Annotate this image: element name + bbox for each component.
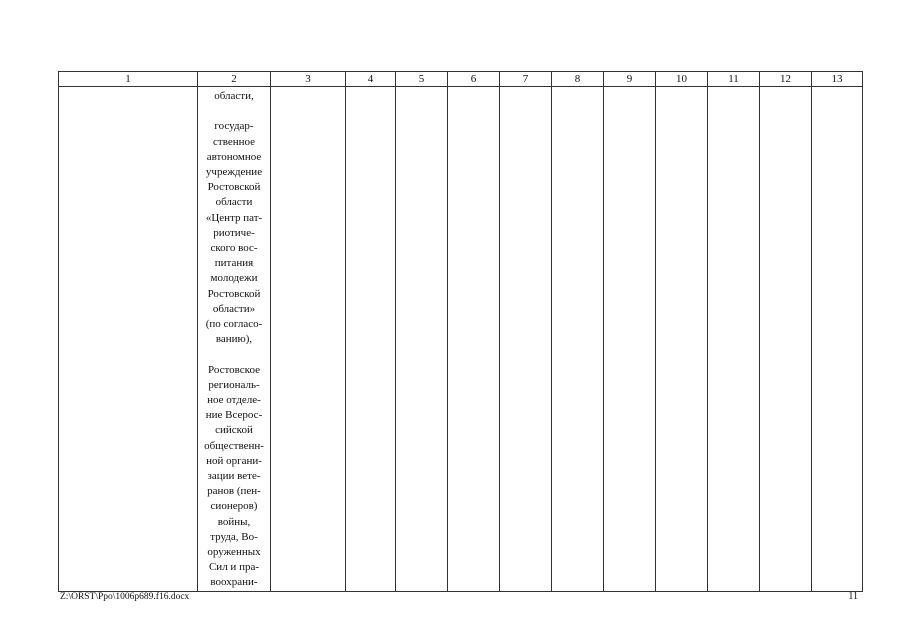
column-header-1: 1: [59, 72, 198, 87]
column-header-6: 6: [448, 72, 500, 87]
table-row: [59, 87, 863, 592]
cell-text-line: ное отделе-: [207, 394, 261, 407]
cell-text-line: сионеров): [210, 500, 258, 513]
document-table: [58, 71, 863, 592]
page-number: 11: [848, 591, 858, 602]
blank-line: [198, 347, 270, 362]
cell-text-line: Ростовское: [208, 363, 260, 376]
cell-col-6: [448, 87, 500, 592]
organization-list-text: [198, 87, 270, 591]
cell-text-line: зации вете-: [207, 470, 261, 483]
column-header-9: 9: [604, 72, 656, 87]
column-header-5: 5: [396, 72, 448, 87]
cell-col-5: [396, 87, 448, 592]
cell-text-line: ванию),: [215, 333, 253, 346]
cell-text-line: области,: [214, 90, 254, 102]
cell-text-line: ние Всерос-: [205, 409, 263, 422]
cell-text-line: автономное: [206, 150, 262, 163]
column-header-13: 13: [812, 72, 863, 87]
blank-line: [198, 104, 270, 119]
column-header-2: 2: [198, 72, 271, 87]
column-header-11: 11: [708, 72, 760, 87]
cell-col-4: [346, 87, 396, 592]
cell-text-line: молодежи: [210, 272, 258, 285]
cell-col-3: [271, 87, 346, 592]
cell-text-line: ранов (пен-: [207, 485, 261, 498]
column-header-12: 12: [760, 72, 812, 87]
cell-text-line: региональ-: [208, 378, 260, 391]
footer-file-path: Z:\ORST\Ppo\1006p689.f16.docx: [60, 592, 190, 602]
column-header-7: 7: [500, 72, 552, 87]
column-header-3: 3: [271, 72, 346, 87]
cell-text-line: учреждение: [205, 166, 263, 178]
cell-col-13: [812, 87, 863, 592]
cell-col-11: [708, 87, 760, 592]
cell-text-line: (по согласо-: [205, 318, 263, 331]
cell-col-12: [760, 87, 812, 592]
cell-text-line: Ростовской: [207, 181, 261, 194]
column-header-4: 4: [346, 72, 396, 87]
cell-col-1: [59, 87, 198, 592]
cell-text-line: Сил и пра-: [208, 561, 260, 574]
cell-col-2: [198, 87, 271, 592]
cell-text-line: «Центр пат-: [205, 211, 263, 224]
cell-text-line: риотиче-: [213, 226, 255, 239]
column-header-8: 8: [552, 72, 604, 87]
cell-col-9: [604, 87, 656, 592]
cell-text-line: ского вос-: [210, 242, 258, 255]
cell-text-line: воохрани-: [210, 576, 258, 589]
cell-text-line: питания: [214, 257, 254, 270]
cell-text-line: области: [215, 196, 253, 209]
cell-text-line: общественн-: [204, 439, 264, 452]
cell-col-10: [656, 87, 708, 592]
cell-col-8: [552, 87, 604, 592]
cell-text-line: оруженных: [207, 546, 261, 559]
cell-text-line: Ростовской: [207, 287, 261, 300]
cell-text-line: государ-: [214, 120, 254, 133]
cell-col-7: [500, 87, 552, 592]
cell-text-line: сийской: [215, 424, 253, 437]
cell-text-line: труда, Во-: [210, 530, 258, 543]
header-row: [59, 72, 863, 87]
column-header-10: 10: [656, 72, 708, 87]
cell-text-line: войны,: [217, 515, 251, 528]
cell-text-line: ственное: [213, 135, 255, 148]
cell-text-line: области»: [212, 302, 256, 315]
cell-text-line: ной органи-: [206, 454, 262, 467]
